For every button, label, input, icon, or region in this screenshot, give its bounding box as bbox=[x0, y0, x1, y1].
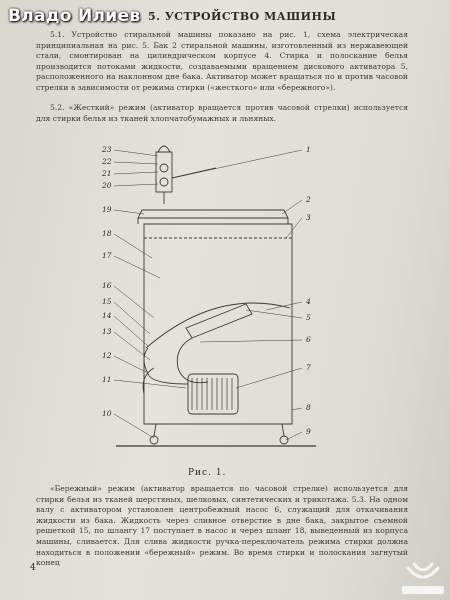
paragraph-5-2 bbox=[36, 103, 408, 124]
site-logo-icon bbox=[400, 556, 446, 596]
callout-16: 16 bbox=[102, 281, 112, 290]
paragraph-text: 5.2. «Жесткий» режим (активатор вращается против часовой стрелки) используется для стирки белья из тканей хлопчатобумажных и льняных. bbox=[36, 103, 408, 123]
drain-hose bbox=[144, 348, 188, 384]
callout-7: 7 bbox=[306, 363, 311, 372]
pump-housing bbox=[177, 338, 208, 383]
figure-caption: Рис. 1. bbox=[188, 468, 227, 478]
callout-18: 18 bbox=[102, 229, 112, 238]
callout-8: 8 bbox=[306, 403, 311, 412]
callout-11: 11 bbox=[102, 375, 112, 384]
callout-21: 21 bbox=[102, 169, 112, 178]
activator-disc bbox=[186, 304, 252, 338]
switch-roller-lower bbox=[160, 178, 168, 186]
callout-15: 15 bbox=[102, 297, 112, 306]
callout-10: 10 bbox=[102, 409, 112, 418]
lid-rim bbox=[138, 210, 288, 218]
castor-right bbox=[280, 436, 288, 444]
outlet-hose bbox=[143, 368, 154, 394]
callout-4: 4 bbox=[306, 297, 311, 306]
motor-body bbox=[188, 374, 238, 414]
paragraph-text: «Бережный» режим (активатор вращается по часовой стрелке) используется для стирки белья из тканей шерстяных, шелковых, синтетических и трикотажа. 5.3. На одном валу с активатором установлен центробежный насос 6, служащий для откачивания жидкости из бака. Жидкость через сливное отверстие в дне бака, закрытое съемной решеткой 15, по шлангу 17 поступает в насос и через шланг 18, выведенный из корпуса машины, сливается. Для слива жидкости ручка-переключатель режима стирки должна находиться в положении «бережный» режим. Во время стирки и полоскания загнутый конец bbox=[36, 484, 408, 568]
callout-6: 6 bbox=[306, 335, 311, 344]
watermark-text: Владо Илиев bbox=[8, 6, 141, 26]
callout-17: 17 bbox=[102, 251, 112, 260]
switch-roller-upper bbox=[160, 164, 168, 172]
paragraph-5-3 bbox=[36, 484, 408, 569]
paragraph-text: 5.1. Устройство стиральной машины показано на рис. 1, схема электрическая принципиальная на рис. 5. Бак 2 стиральной машины, изготовленный из нержавеющей стали, смонтирован на цилиндрическом корпусе 4. Стирка и полоскание белья производится потоками жидкости, создаваемыми вращением дискового активатора 5, расположенного на наклонном дне бака. Активатор может вращаться по и против часовой стрелки в зависимости от режима стирки («жесткого» или «бережного»). bbox=[36, 30, 408, 92]
callout-14: 14 bbox=[102, 311, 112, 320]
paragraph-5-1 bbox=[36, 30, 408, 94]
callout-9: 9 bbox=[306, 427, 311, 436]
callout-23: 23 bbox=[102, 145, 112, 154]
callout-13: 13 bbox=[102, 327, 112, 336]
tank-body bbox=[144, 224, 292, 424]
callout-22: 22 bbox=[102, 157, 112, 166]
page-number: 4 bbox=[30, 563, 36, 573]
callout-2: 2 bbox=[306, 195, 311, 204]
castor-left bbox=[150, 436, 158, 444]
callout-5: 5 bbox=[306, 313, 311, 322]
tank-bottom bbox=[146, 303, 290, 348]
callout-1: 1 bbox=[306, 145, 311, 154]
callout-20: 20 bbox=[102, 181, 112, 190]
callout-19: 19 bbox=[102, 205, 112, 214]
callout-12: 12 bbox=[102, 351, 112, 360]
timer-knob bbox=[158, 146, 170, 152]
callout-3: 3 bbox=[306, 213, 311, 222]
washing-machine-diagram bbox=[96, 138, 322, 456]
section-heading: 5. УСТРОЙСТВО МАШИНЫ bbox=[148, 10, 337, 23]
